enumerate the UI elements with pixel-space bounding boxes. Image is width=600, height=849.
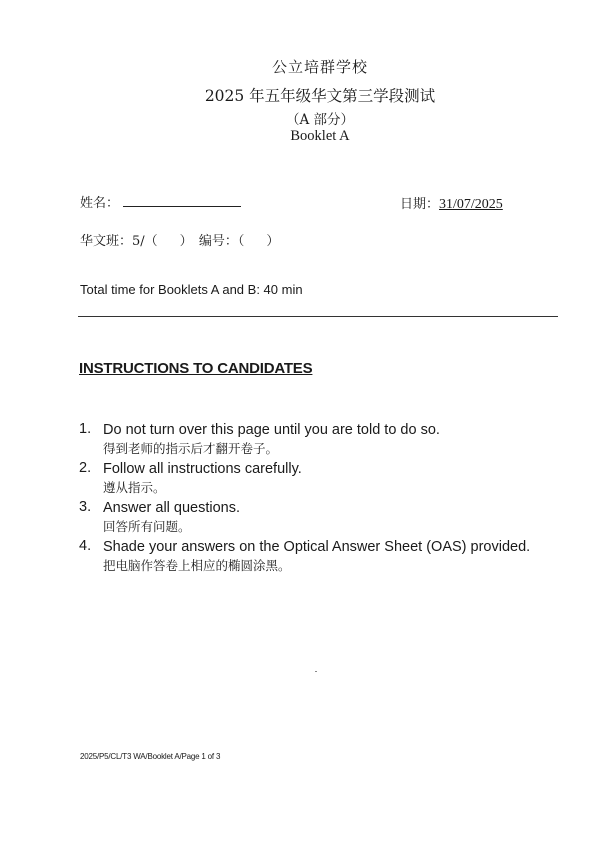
school-name: 公立培群学校 bbox=[271, 58, 368, 76]
date-value: 31/07/2025 bbox=[439, 197, 503, 212]
name-label: 姓名： bbox=[80, 196, 120, 211]
item-number: 2. bbox=[79, 460, 92, 476]
item-text-zh: 遵从指示。 bbox=[103, 480, 166, 495]
list-item bbox=[79, 421, 579, 458]
name-field bbox=[80, 192, 241, 211]
item-text-en: Do not turn over this page until you are told to do so. bbox=[103, 422, 440, 438]
list-item bbox=[79, 499, 579, 536]
date-field bbox=[400, 193, 503, 213]
item-text-zh: 得到老师的指示后才翻开卷子。 bbox=[103, 441, 279, 456]
part-label: （A 部分） bbox=[285, 112, 355, 128]
exam-title: 2025 年五年级华文第三学段测试 bbox=[204, 87, 436, 105]
instructions-heading: INSTRUCTIONS TO CANDIDATES bbox=[79, 360, 313, 377]
item-number: 1. bbox=[79, 421, 92, 437]
class-label: 华文班：5/（ bbox=[80, 234, 158, 249]
scan-speck bbox=[315, 671, 317, 672]
class-close: ） bbox=[179, 234, 193, 249]
item-text-en: Shade your answers on the Optical Answer Sheet (OAS) provided. bbox=[103, 539, 531, 555]
booklet-label: Booklet A bbox=[290, 128, 350, 144]
list-item bbox=[79, 538, 579, 575]
list-item bbox=[79, 460, 579, 497]
instructions-list bbox=[79, 421, 579, 577]
index-label: 编号：（ bbox=[198, 234, 245, 249]
item-text-zh: 回答所有问题。 bbox=[103, 519, 191, 534]
item-number: 3. bbox=[79, 499, 92, 515]
item-text-en: Follow all instructions carefully. bbox=[103, 461, 302, 477]
date-label: 日期： bbox=[400, 197, 440, 212]
divider bbox=[78, 316, 558, 317]
total-time: Total time for Booklets A and B: 40 min bbox=[80, 282, 303, 297]
item-number: 4. bbox=[79, 538, 92, 554]
page-footer: 2025/P5/CL/T3 WA/Booklet A/Page 1 of 3 bbox=[80, 752, 221, 761]
item-text-zh: 把电脑作答卷上相应的椭圆涂黑。 bbox=[103, 558, 291, 573]
item-text-en: Answer all questions. bbox=[103, 500, 241, 516]
class-index-field bbox=[80, 230, 279, 249]
index-close: ） bbox=[266, 234, 280, 249]
name-blank-line[interactable] bbox=[123, 196, 241, 207]
